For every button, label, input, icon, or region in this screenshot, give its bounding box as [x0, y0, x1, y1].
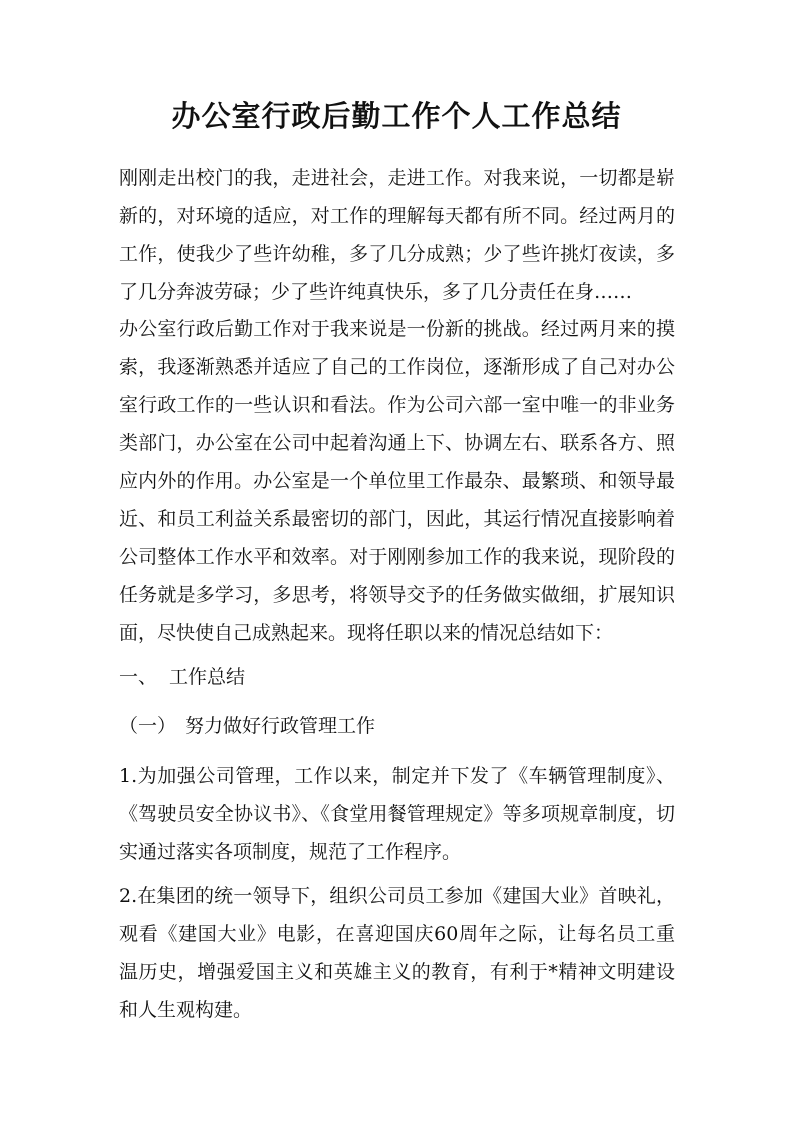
subsection-title: 努力做好行政管理工作: [185, 715, 376, 737]
section-title: 工作总结: [169, 666, 246, 688]
subsection-heading: [119, 707, 375, 745]
document-title: 办公室行政后勤工作个人工作总结: [171, 99, 622, 133]
list-item: 2.在集团的统一领导下，组织公司员工参加《建国大业》首映礼，观看《建国大业》电影，在喜迎国庆60周年之际，让每名员工重温历史，增强爱国主义和英雄主义的教育，有利于*精神文明建设和人生观构建。: [119, 885, 675, 1021]
section-number: 一、: [119, 666, 158, 688]
list-item: 1.为加强公司管理，工作以来，制定并下发了《车辆管理制度》、《驾驶员安全协议书》、《食堂用餐管理规定》等多项规章制度，切实通过落实各项制度，规范了工作程序。: [119, 765, 675, 863]
body-paragraph: 办公室行政后勤工作对于我来说是一份新的挑战。经过两月来的摸索，我逐渐熟悉并适应了自己的工作岗位，逐渐形成了自己对办公室行政工作的一些认识和看法。作为公司六部一室中唯一的非业务类部门，办公室在公司中起着沟通上下、协调左右、联系各方、照应内外的作用。办公室是一个单位里工作最杂、最繁琐、和领导最近、和员工利益关系最密切的部门，因此，其运行情况直接影响着公司整体工作水平和效率。对于刚刚参加工作的我来说，现阶段的任务就是多学习，多思考，将领导交予的任务做实做细，扩展知识面，尽快使自己成熟起来。现将任职以来的情况总结如下：: [119, 318, 675, 644]
subsection-number: （一）: [119, 715, 177, 737]
intro-paragraph: 刚刚走出校门的我，走进社会，走进工作。对我来说，一切都是崭新的，对环境的适应，对工作的理解每天都有所不同。经过两月的工作，使我少了些许幼稚，多了几分成熟；少了些许挑灯夜读，多了几分奔波劳碌；少了些许纯真快乐，多了几分责任在身……: [119, 167, 675, 303]
section-heading: [119, 658, 245, 696]
